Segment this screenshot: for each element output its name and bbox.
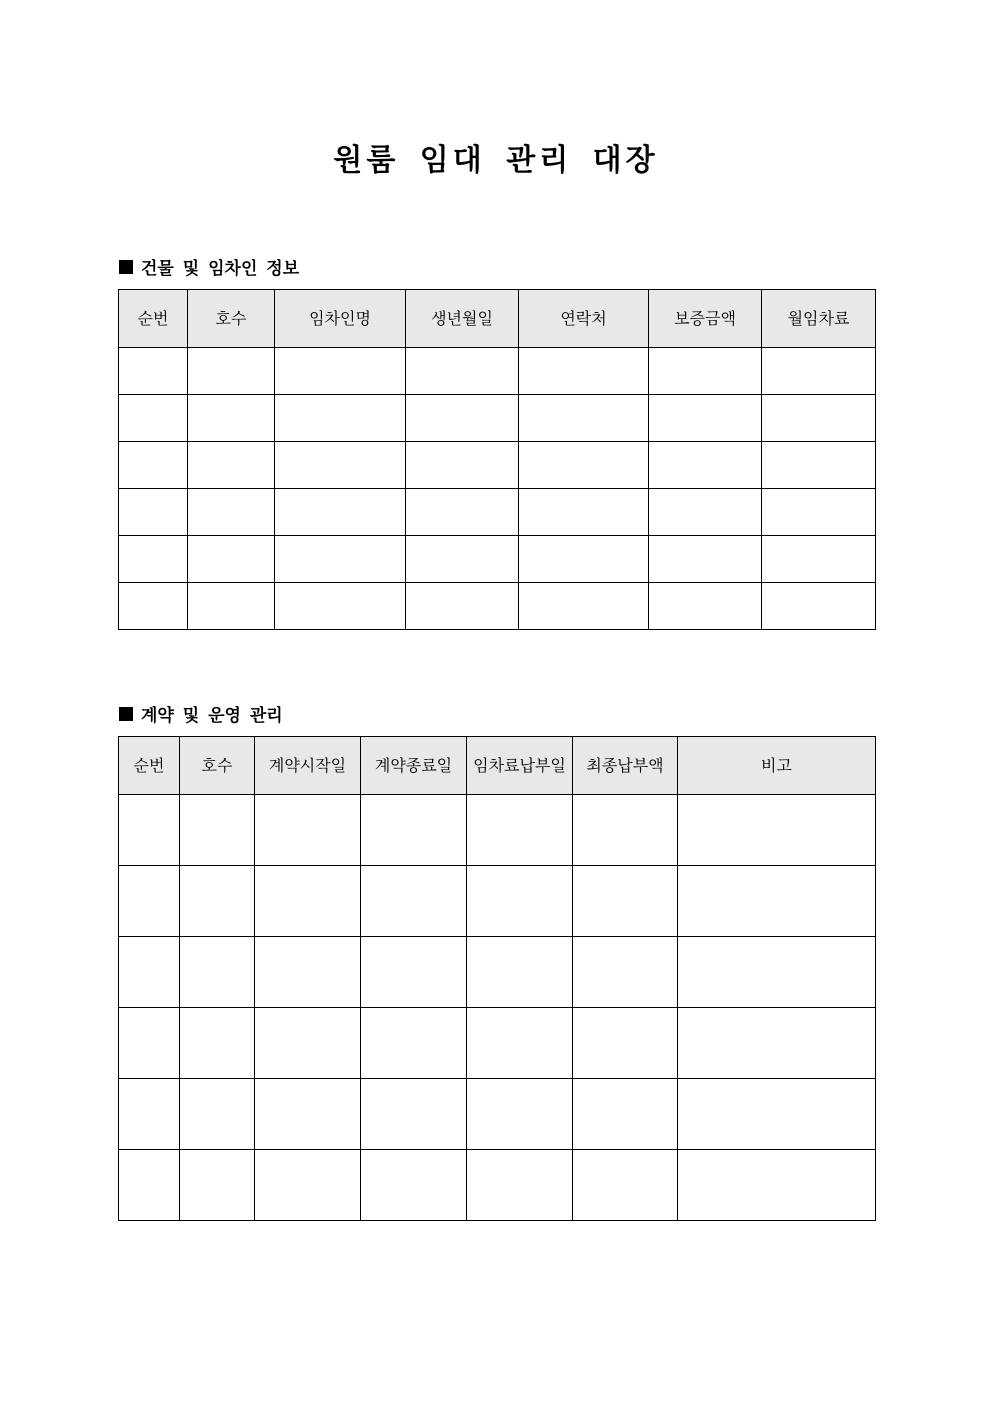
column-header-deposit: 보증금액: [649, 290, 762, 348]
column-header-last-payment: 최종납부액: [573, 737, 678, 795]
column-header-tenant-name: 임차인명: [275, 290, 406, 348]
table-cell[interactable]: [119, 395, 188, 442]
table-cell[interactable]: [188, 583, 275, 630]
table-cell[interactable]: [188, 348, 275, 395]
table-row: [119, 489, 876, 536]
table-cell[interactable]: [467, 1150, 573, 1221]
table-cell[interactable]: [188, 395, 275, 442]
table-cell[interactable]: [180, 1008, 255, 1079]
table-cell[interactable]: [762, 348, 876, 395]
section-heading-contract-management: [119, 701, 283, 726]
table-cell[interactable]: [361, 1008, 467, 1079]
table-cell[interactable]: [361, 866, 467, 937]
table-cell[interactable]: [649, 348, 762, 395]
table-cell[interactable]: [573, 1150, 678, 1221]
table-cell[interactable]: [573, 866, 678, 937]
table-cell[interactable]: [649, 583, 762, 630]
table-row: [119, 937, 876, 1008]
table-cell[interactable]: [762, 395, 876, 442]
table-cell[interactable]: [255, 866, 361, 937]
table-cell[interactable]: [406, 442, 519, 489]
column-header-contract-end: 계약종료일: [361, 737, 467, 795]
square-bullet-icon: [119, 707, 133, 721]
table-cell[interactable]: [275, 583, 406, 630]
table-header-row: [119, 737, 876, 795]
table-cell[interactable]: [119, 348, 188, 395]
table-cell[interactable]: [467, 866, 573, 937]
table-cell[interactable]: [519, 442, 649, 489]
table-row: [119, 1079, 876, 1150]
table-cell[interactable]: [406, 348, 519, 395]
column-header-remarks: 비고: [678, 737, 876, 795]
table-cell[interactable]: [519, 489, 649, 536]
table-cell[interactable]: [119, 442, 188, 489]
table-cell[interactable]: [119, 937, 180, 1008]
contract-management-table: [118, 736, 876, 1221]
column-header-index: 순번: [119, 737, 180, 795]
table-cell[interactable]: [119, 536, 188, 583]
table-cell[interactable]: [275, 489, 406, 536]
table-cell[interactable]: [255, 937, 361, 1008]
table-cell[interactable]: [255, 1150, 361, 1221]
table-row: [119, 1150, 876, 1221]
table-cell[interactable]: [119, 795, 180, 866]
column-header-birth-date: 생년월일: [406, 290, 519, 348]
column-header-contact: 연락처: [519, 290, 649, 348]
table-cell[interactable]: [255, 1008, 361, 1079]
table-cell[interactable]: [678, 1150, 876, 1221]
table-cell[interactable]: [255, 795, 361, 866]
table-cell[interactable]: [678, 937, 876, 1008]
table-row: [119, 1008, 876, 1079]
table-cell[interactable]: [762, 536, 876, 583]
section-heading-label: 건물 및 임차인 정보: [141, 259, 300, 279]
table-cell[interactable]: [467, 1079, 573, 1150]
table-cell[interactable]: [275, 348, 406, 395]
section-heading-label: 계약 및 운영 관리: [141, 706, 283, 726]
table-row: [119, 866, 876, 937]
tenant-info-table: [118, 289, 876, 630]
table-cell[interactable]: [275, 395, 406, 442]
table-cell[interactable]: [573, 795, 678, 866]
table-cell[interactable]: [119, 489, 188, 536]
table-cell[interactable]: [573, 1008, 678, 1079]
page-title: 원룸 임대 관리 대장: [333, 143, 659, 178]
table-cell[interactable]: [180, 1150, 255, 1221]
table-cell[interactable]: [180, 937, 255, 1008]
table-cell[interactable]: [361, 1150, 467, 1221]
table-cell[interactable]: [180, 1079, 255, 1150]
table-row: [119, 795, 876, 866]
table-cell[interactable]: [762, 583, 876, 630]
table-cell[interactable]: [119, 1008, 180, 1079]
table-row: [119, 395, 876, 442]
table-row: [119, 442, 876, 489]
table-row: [119, 536, 876, 583]
table-cell[interactable]: [188, 442, 275, 489]
table-cell[interactable]: [180, 866, 255, 937]
table-cell[interactable]: [762, 489, 876, 536]
column-header-monthly-rent: 월임차료: [762, 290, 876, 348]
table-cell[interactable]: [275, 442, 406, 489]
table-cell[interactable]: [361, 1079, 467, 1150]
square-bullet-icon: [119, 260, 133, 274]
table-cell[interactable]: [678, 1008, 876, 1079]
table-cell[interactable]: [573, 1079, 678, 1150]
table-cell[interactable]: [649, 442, 762, 489]
column-header-index: 순번: [119, 290, 188, 348]
table-cell[interactable]: [406, 536, 519, 583]
column-header-room-number: 호수: [188, 290, 275, 348]
table-cell[interactable]: [119, 583, 188, 630]
table-cell[interactable]: [188, 489, 275, 536]
table-cell[interactable]: [119, 1150, 180, 1221]
table-cell[interactable]: [406, 583, 519, 630]
table-cell[interactable]: [519, 583, 649, 630]
table-cell[interactable]: [406, 489, 519, 536]
section-heading-tenant-info: [119, 254, 299, 279]
table-cell[interactable]: [678, 1079, 876, 1150]
table-cell[interactable]: [519, 536, 649, 583]
table-cell[interactable]: [255, 1079, 361, 1150]
table-cell[interactable]: [762, 442, 876, 489]
table-cell[interactable]: [678, 866, 876, 937]
table-cell[interactable]: [649, 489, 762, 536]
column-header-contract-start: 계약시작일: [255, 737, 361, 795]
table-header-row: [119, 290, 876, 348]
table-cell[interactable]: [275, 536, 406, 583]
table-row: [119, 583, 876, 630]
table-cell[interactable]: [573, 937, 678, 1008]
table-cell[interactable]: [649, 536, 762, 583]
column-header-rent-due-date: 임차료납부일: [467, 737, 573, 795]
table-cell[interactable]: [519, 348, 649, 395]
table-cell[interactable]: [678, 795, 876, 866]
table-cell[interactable]: [519, 395, 649, 442]
table-cell[interactable]: [119, 1079, 180, 1150]
table-cell[interactable]: [649, 395, 762, 442]
table-cell[interactable]: [180, 795, 255, 866]
column-header-room-number: 호수: [180, 737, 255, 795]
table-cell[interactable]: [467, 937, 573, 1008]
table-cell[interactable]: [406, 395, 519, 442]
table-cell[interactable]: [467, 795, 573, 866]
table-cell[interactable]: [361, 795, 467, 866]
table-row: [119, 348, 876, 395]
table-cell[interactable]: [467, 1008, 573, 1079]
table-cell[interactable]: [361, 937, 467, 1008]
table-cell[interactable]: [119, 866, 180, 937]
table-cell[interactable]: [188, 536, 275, 583]
